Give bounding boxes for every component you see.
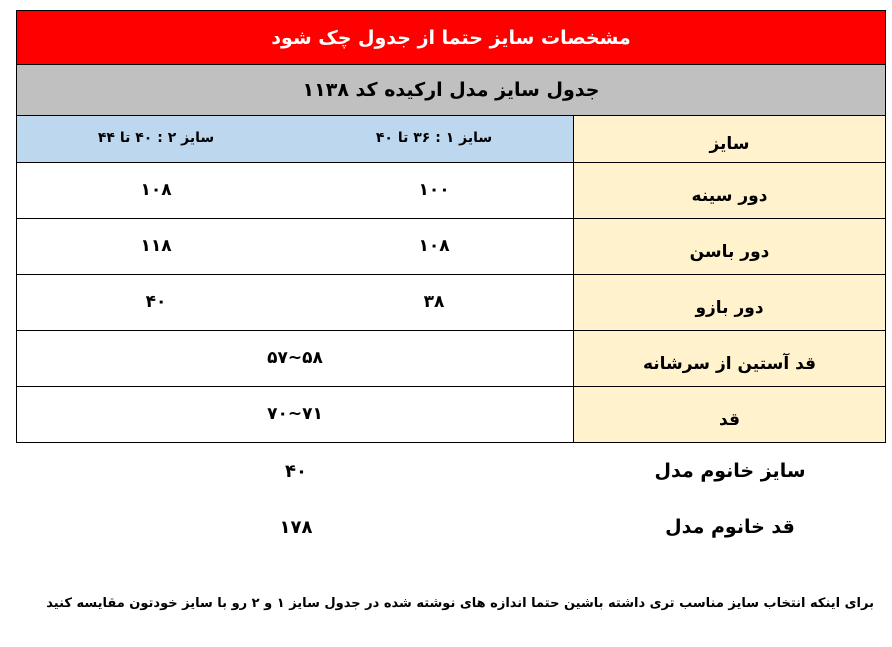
model-height-value: ۱۷۸ xyxy=(279,516,313,538)
row-combined-value: ۵۸~۵۷ xyxy=(267,347,323,368)
row-label: دور باسن xyxy=(573,219,885,274)
row-label: دور بازو xyxy=(573,275,885,330)
row-combined-value: ۷۱~۷۰ xyxy=(267,403,323,424)
table-title xyxy=(17,65,885,116)
model-size-value: ۴۰ xyxy=(285,460,307,482)
table-title-text: جدول سایز مدل ارکیده کد ۱۱۳۸ xyxy=(302,79,600,101)
table-row xyxy=(17,163,885,219)
model-size-label: سایز خانوم مدل xyxy=(654,460,806,482)
warning-banner xyxy=(17,11,885,65)
table-row xyxy=(17,275,885,331)
header-size1-cell: سایز ۱ : ۳۶ تا ۴۰ xyxy=(295,116,573,162)
row-size1-value: ۱۰۰ xyxy=(418,179,450,200)
row-label: قد آستین از سرشانه xyxy=(573,331,885,386)
model-size-row xyxy=(16,443,886,499)
header-row xyxy=(17,116,885,163)
header-size2-cell: سایز ۲ : ۴۰ تا ۴۴ xyxy=(17,116,295,162)
size-chart-sheet xyxy=(16,10,886,555)
row-size2-value: ۴۰ xyxy=(145,291,167,312)
row-size2-value: ۱۱۸ xyxy=(140,235,172,256)
table-row xyxy=(17,331,885,387)
table-row xyxy=(17,219,885,275)
row-size2-value: ۱۰۸ xyxy=(140,179,172,200)
model-height-label: قد خانوم مدل xyxy=(665,516,795,538)
row-label: دور سینه xyxy=(573,163,885,218)
header-label-cell: سایز xyxy=(573,116,885,162)
row-label: قد xyxy=(573,387,885,442)
size-table xyxy=(16,10,886,443)
warning-banner-text: مشخصات سایز حتما از جدول چک شود xyxy=(271,26,631,49)
model-height-row xyxy=(16,499,886,555)
table-row xyxy=(17,387,885,443)
size-advice-note: برای اینکه انتخاب سایز مناسب تری داشته باشین حتما اندازه های نوشته شده در جدول سایز ۱ و ۲ رو با سایز خودتون مقایسه کنید xyxy=(46,596,874,611)
row-size1-value: ۳۸ xyxy=(423,291,445,312)
row-size1-value: ۱۰۸ xyxy=(418,235,450,256)
